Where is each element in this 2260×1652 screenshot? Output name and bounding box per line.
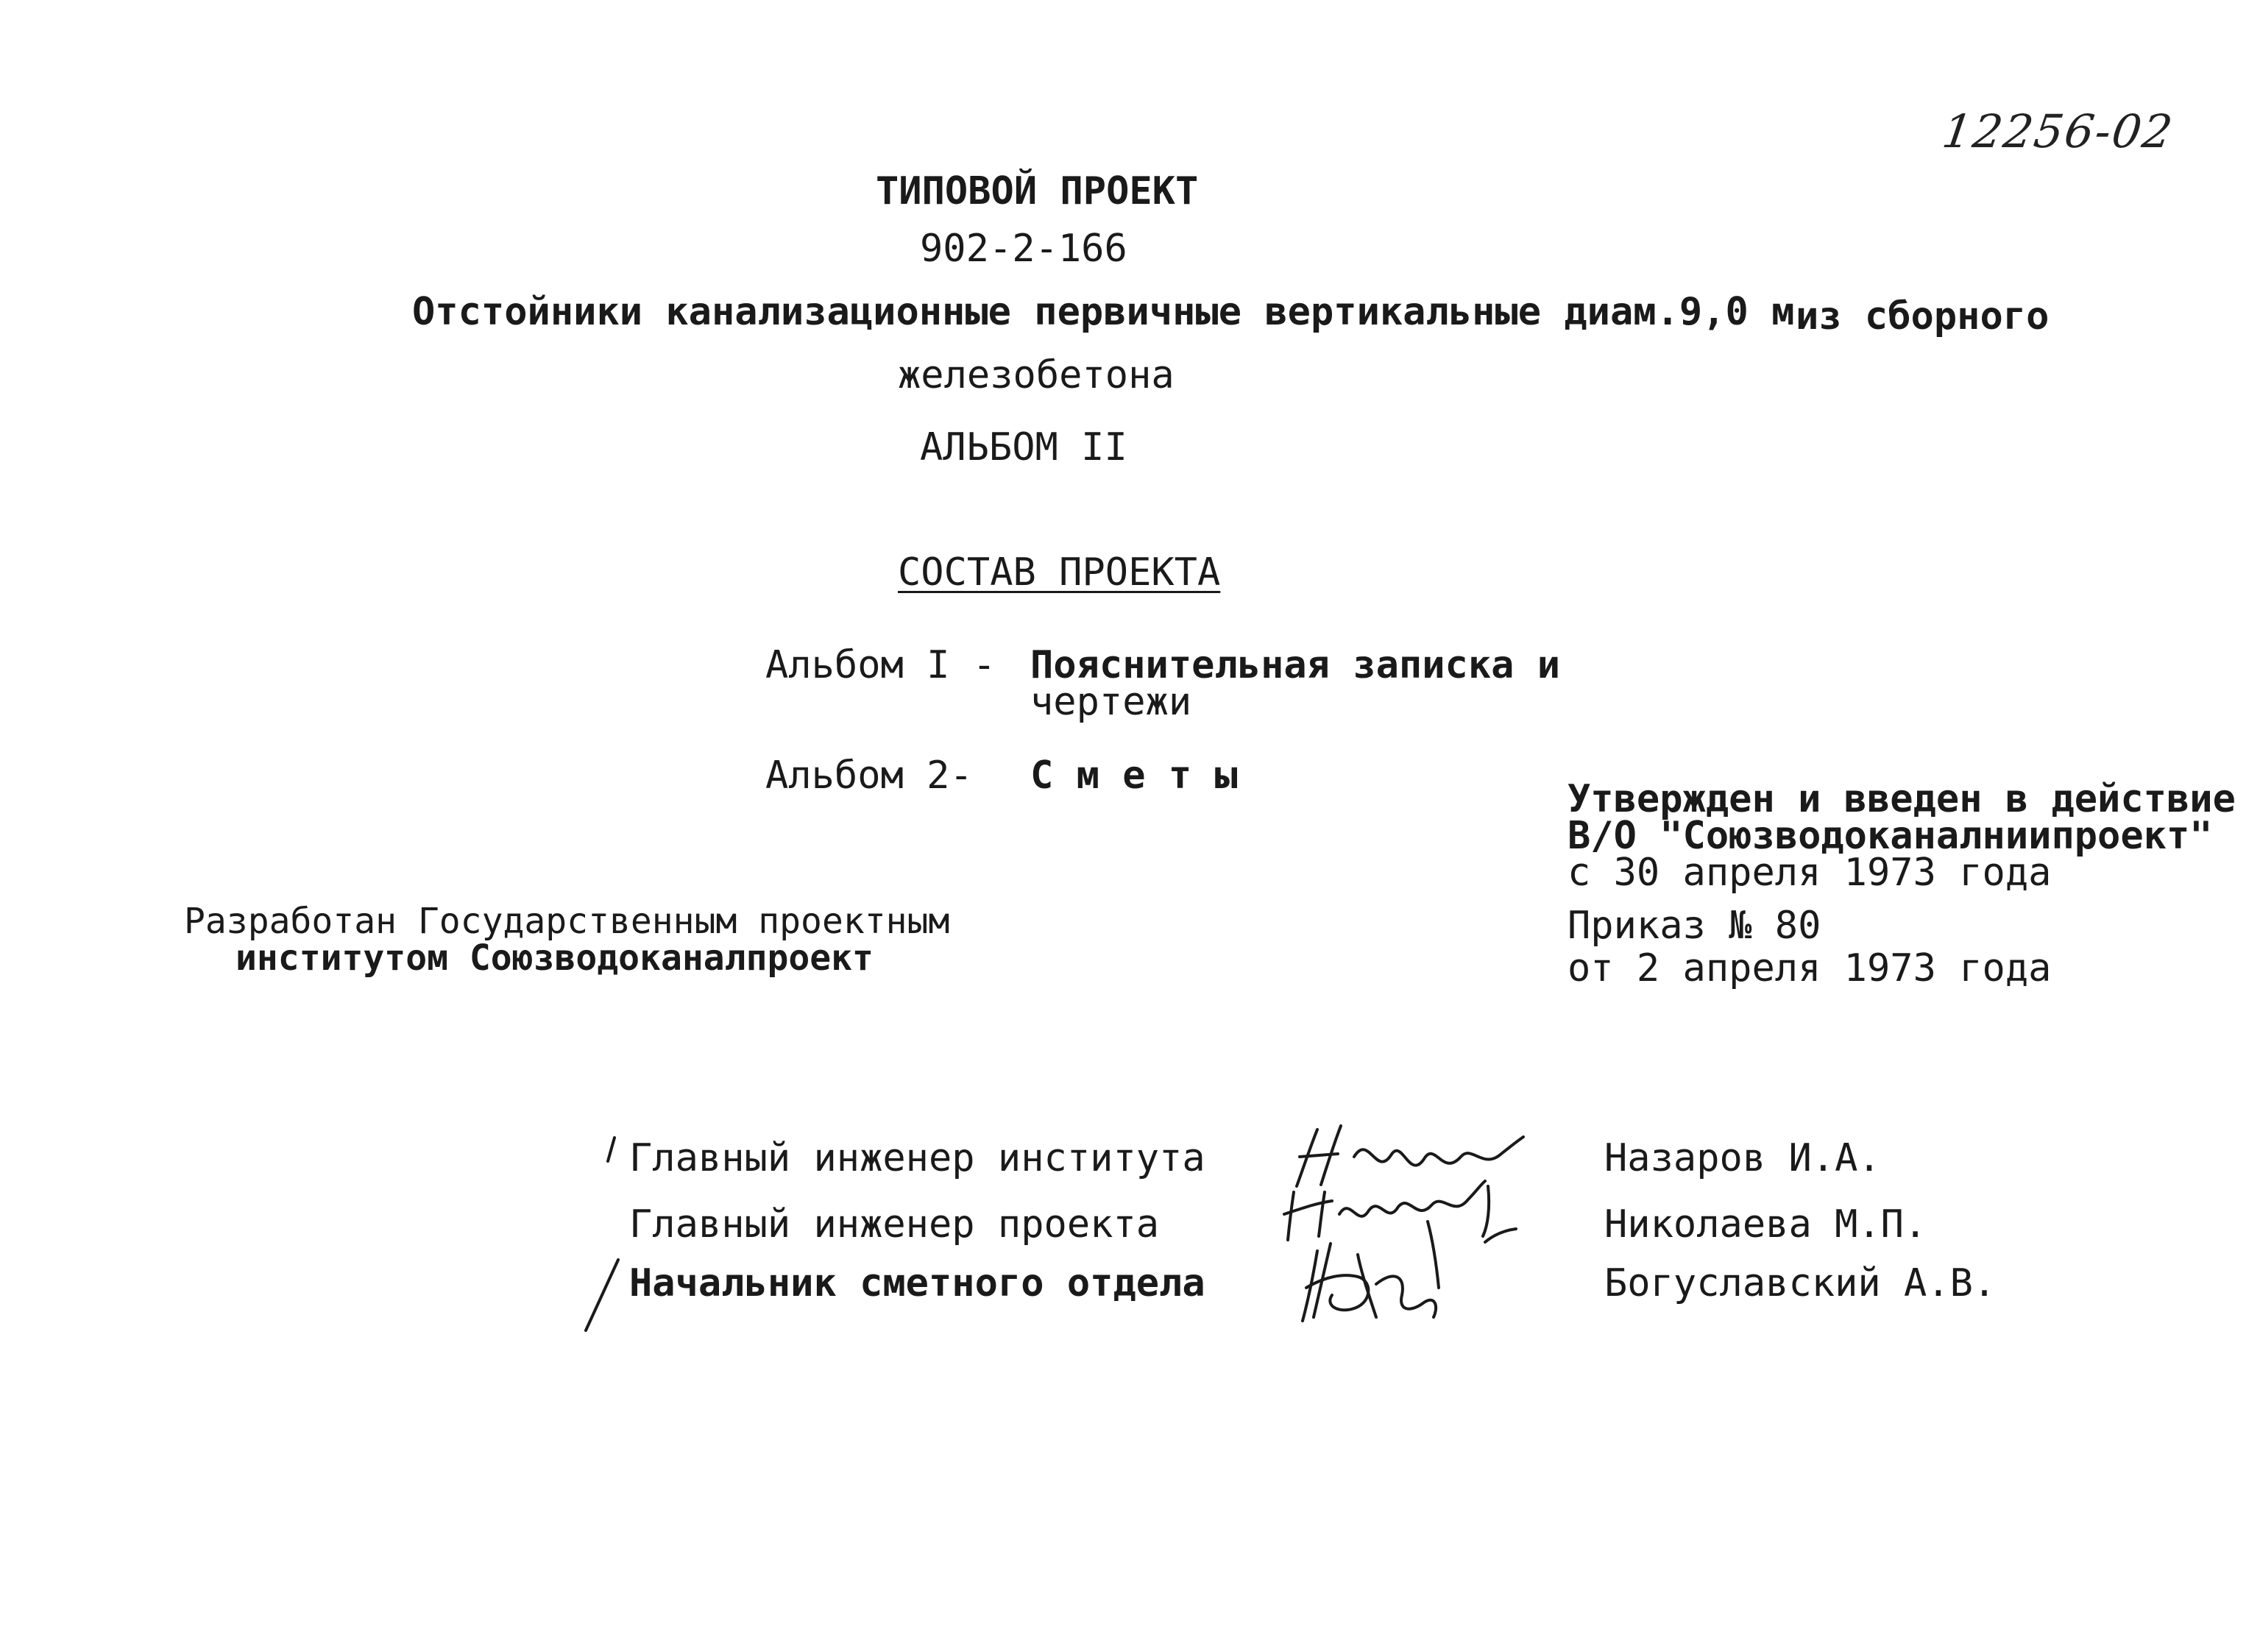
signature-role-chief-engineer-institute: Главный инженер института bbox=[629, 1136, 1205, 1180]
album-number: АЛЬБОМ II bbox=[920, 425, 1127, 469]
signatory-name-nikolaeva: Николаева М.П. bbox=[1604, 1202, 1927, 1247]
signatory-name-boguslavsky: Богуславский А.В. bbox=[1604, 1261, 1997, 1305]
document-code: 12256-02 bbox=[1938, 104, 2178, 158]
album-1-description-line-2: чертежи bbox=[1030, 680, 1192, 724]
handwritten-signature-2 bbox=[1284, 1181, 1516, 1242]
approval-line-3: с 30 апреля 1973 года bbox=[1568, 851, 2052, 895]
signature-role-estimates-head: Начальник сметного отдела bbox=[629, 1261, 1205, 1305]
album-1-label: Альбом I - bbox=[765, 643, 996, 687]
project-number: 902-2-166 bbox=[920, 227, 1127, 271]
handwritten-signature-1 bbox=[1297, 1126, 1523, 1186]
developer-line-2: институтом Союзводоканалпроект bbox=[235, 937, 874, 979]
signature-role-chief-engineer-project: Главный инженер проекта bbox=[629, 1202, 1160, 1247]
developer-line-1: Разработан Государственным проектным bbox=[184, 901, 950, 942]
signatory-name-nazarov: Назаров И.А. bbox=[1604, 1136, 1881, 1180]
approval-order: Приказ № 80 bbox=[1568, 904, 1821, 948]
project-subject-line-1: Отстойники канализационные первичные вертикальные диам.9,0 м bbox=[412, 290, 1795, 334]
project-type-title: ТИПОВОЙ ПРОЕКТ bbox=[876, 169, 1199, 213]
composition-heading: СОСТАВ ПРОЕКТА bbox=[898, 550, 1221, 595]
album-2-label: Альбом 2- bbox=[765, 754, 973, 798]
approval-order-date: от 2 апреля 1973 года bbox=[1568, 946, 2052, 990]
handwritten-signature-3 bbox=[1303, 1222, 1439, 1321]
album-2-description: С м е т ы bbox=[1030, 754, 1238, 798]
approval-line-2: В/О "Союзводоканалниипроект" bbox=[1568, 814, 2213, 858]
tick-mark bbox=[608, 1138, 614, 1161]
project-subject-line-1-end: из сборного bbox=[1796, 294, 2050, 338]
project-subject-line-2: железобетона bbox=[898, 353, 1175, 397]
slash-mark bbox=[586, 1260, 618, 1330]
album-1-description-line-1: Пояснительная записка и bbox=[1030, 643, 1561, 687]
approval-line-1: Утвержден и введен в действие bbox=[1568, 777, 2236, 821]
